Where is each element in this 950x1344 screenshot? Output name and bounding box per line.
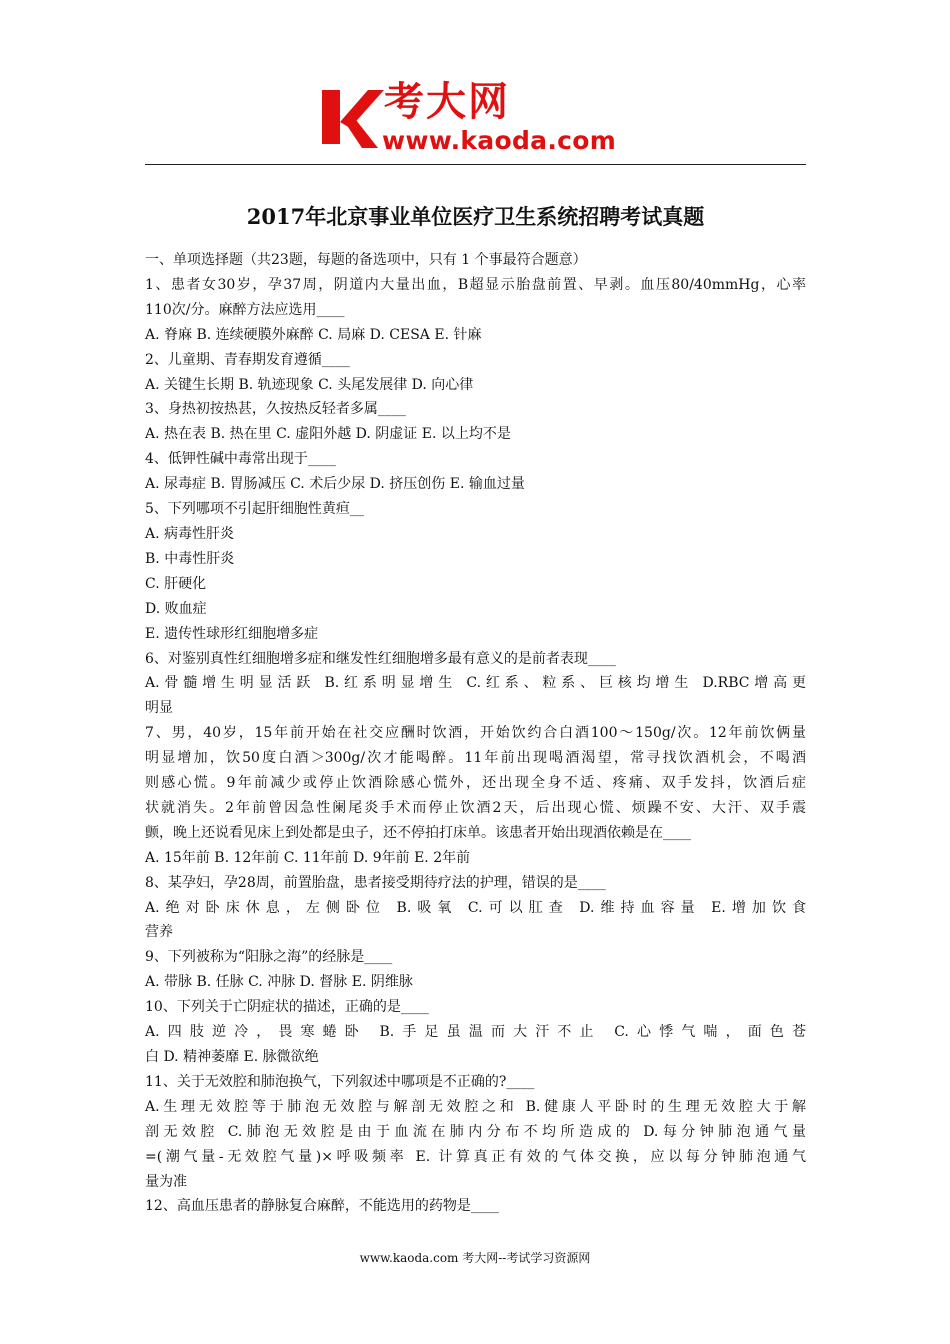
text-line: 9、下列被称为“阳脉之海”的经脉是____ [145, 949, 393, 966]
text-line: 明显增加，饮50度白酒＞300g/次才能喝醉。11年前出现喝酒渴望，常寻找饮酒机会，不喝酒 [145, 750, 806, 767]
text-line: C. 肝硬化 [145, 575, 207, 592]
text-line: 5、下列哪项不引起肝细胞性黄疸__ [145, 501, 364, 518]
header-divider [145, 164, 806, 165]
logo-chinese-name: 考大网 [384, 79, 510, 125]
page-title: 2017年北京事业单位医疗卫生系统招聘考试真题 [246, 204, 705, 229]
text-line: A.绝对卧床休息，左侧卧位 B.吸氧 C.可以肛查 D.维持血容量 E.增加饮食 [145, 899, 806, 916]
text-line: 1、患者女30岁，孕37周，阴道内大量出血，B超显示胎盘前置、早剥。血压80/40mmHg，心率 [145, 276, 806, 293]
text-line: 一、单项选择题（共23题，每题的备选项中，只有 1 个事最符合题意） [145, 252, 587, 268]
text-line: A. 15年前 B. 12年前 C. 11年前 D. 9年前 E. 2年前 [145, 849, 471, 866]
text-line: A. 关键生长期 B. 轨迹现象 C. 头尾发展律 D. 向心律 [145, 376, 474, 393]
text-line: 3、身热初按热甚，久按热反轻者多属____ [145, 401, 406, 418]
text-line: 6、对鉴别真性红细胞增多症和继发性红细胞增多最有意义的是前者表现____ [145, 650, 616, 667]
text-line: 2、儿童期、青春期发育遵循____ [145, 351, 350, 368]
question-list [145, 248, 806, 1219]
text-line: 则感心慌。9年前减少或停止饮酒除感心慌外，还出现全身不适、疼痛、双手发抖，饮酒后症 [145, 775, 806, 792]
text-line: A. 尿毒症 B. 胃肠减压 C. 术后少尿 D. 挤压创伤 E. 输血过量 [145, 476, 525, 493]
text-line: 状就消失。2年前曾因急性阑尾炎手术而停止饮酒2天，后出现心慌、烦躁不安、大汗、双手震 [145, 799, 806, 816]
text-line: 营养 [145, 924, 173, 941]
text-line: 剖无效腔 C.肺泡无效腔是由于血流在肺内分布不均所造成的 D.每分钟肺泡通气量 [145, 1123, 806, 1140]
site-logo [316, 80, 646, 160]
text-line: 8、某孕妇，孕28周，前置胎盘，患者接受期待疗法的护理，错误的是____ [145, 874, 606, 891]
text-line: 4、低钾性碱中毒常出现于____ [145, 451, 336, 468]
text-line: =(潮气量-无效腔气量)×呼吸频率 E. 计算真正有效的气体交换，应以每分钟肺泡通气 [145, 1148, 806, 1165]
text-line: A.骨髓增生明显活跃 B.红系明显增生 C.红系、粒系、巨核均增生 D.RBC增高更 [145, 675, 806, 692]
text-line: 白 D. 精神萎靡 E. 脉微欲绝 [145, 1049, 319, 1065]
text-line: 量为准 [145, 1173, 187, 1190]
text-line: 7、男，40岁，15年前开始在社交应酬时饮酒，开始饮约合白酒100～150g/次。12年前饮俩量 [145, 725, 806, 742]
text-line: E. 遗传性球形红细胞增多症 [145, 625, 319, 642]
text-line: A. 脊麻 B. 连续硬膜外麻醉 C. 局麻 D. CESA E. 针麻 [145, 326, 482, 343]
text-line: 10、下列关于亡阴症状的描述，正确的是____ [145, 999, 429, 1016]
text-line: D. 败血症 [145, 600, 207, 617]
text-line: A.生理无效腔等于肺泡无效腔与解剖无效腔之和 B.健康人平卧时的生理无效腔大于解 [145, 1098, 806, 1115]
logo-url: www.kaoda.com [382, 126, 617, 155]
text-line: 明显 [145, 700, 173, 717]
text-line: A. 热在表 B. 热在里 C. 虚阳外越 D. 阴虚证 E. 以上均不是 [145, 426, 511, 443]
footer-text: www.kaoda.com 考大网--考试学习资源网 [359, 1251, 591, 1265]
text-line: 110次/分。麻醉方法应选用____ [145, 301, 345, 318]
text-line: A. 病毒性肝炎 [145, 525, 235, 542]
text-line: A.四肢逆冷，畏寒蜷卧 B.手足虽温而大汗不止 C.心悸气喘，面色苍 [145, 1024, 806, 1041]
text-line: A. 带脉 B. 任脉 C. 冲脉 D. 督脉 E. 阴维脉 [145, 974, 413, 991]
k-logo-icon [316, 84, 386, 150]
text-line: 11、关于无效腔和肺泡换气，下列叙述中哪项是不正确的?____ [145, 1073, 535, 1090]
text-line: 12、高血压患者的静脉复合麻醉，不能选用的药物是____ [145, 1198, 499, 1215]
text-line: B. 中毒性肝炎 [145, 550, 235, 567]
text-line: 颤，晚上还说看见床上到处都是虫子，还不停拍打床单。该患者开始出现酒依赖是在____ [145, 824, 691, 841]
